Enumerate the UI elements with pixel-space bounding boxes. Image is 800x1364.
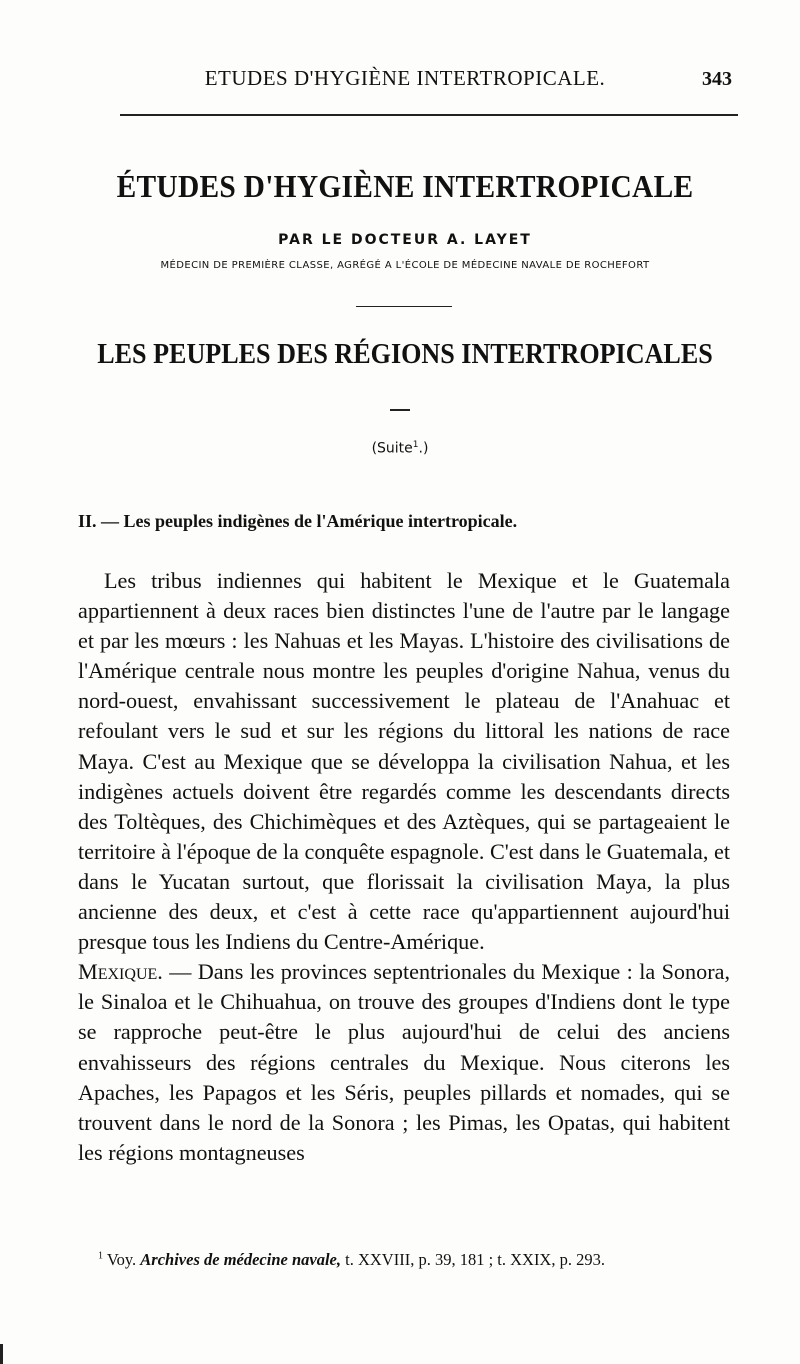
scan-edge-mark: [0, 1344, 3, 1364]
paragraph-2-text: — Dans les provinces septentrionales du Mexique : la Sonora, le Sinaloa et le Chihuahua, on trouve des groupes d'Indiens dont le type se rapproche peut-être le plus aujourd'hui de celui des anciens envahisseurs des régions centrales du Mexique. Nous citerons les Apaches, les Papagos et les Séris, peuples pillards et nomades, qui se trouvent dans le nord de la Sonora ; les Pimas, les Opatas, qui habitent les régions montagneuses: [78, 959, 730, 1165]
footnote-reference: t. XXVIII, p. 39, 181 ; t. XXIX, p. 293.: [341, 1250, 605, 1269]
article-title: ÉTUDES D'HYGIÈNE INTERTROPICALE: [116, 168, 694, 204]
paragraph-1: Les tribus indiennes qui habitent le Mexique et le Guatemala appartiennent à deux races bien distinctes l'une de l'autre par le langage et par les mœurs : les Nahuas et les Mayas. L'histoire des civilisations de l'Amérique centrale nous montre les peuples d'origine Nahua, venus du nord-ouest, envahissant successivement le plateau de l'Anahuac et refoulant vers le sud et sur les régions du littoral les nations de race Maya. C'est au Mexique que se développa la civilisation Nahua, et les indigènes actuels doivent être regardés comme les descendants directs des Toltèques, des Chichimèques et des Aztèques, qui se partageaient le territoire à l'époque de la conquête espagnole. C'est dans le Guatemala, et dans le Yucatan surtout, que florissait la civilisation Maya, la plus ancienne des deux, et c'est à cette race qu'appartiennent aujourd'hui presque tous les Indiens du Centre-Amérique.: [78, 568, 730, 955]
running-title: ETUDES D'HYGIÈNE INTERTROPICALE.: [204, 66, 606, 90]
body-text: [78, 566, 730, 1168]
section-dash: [390, 409, 410, 411]
subsection-heading: II. — Les peuples indigènes de l'Amérique intertropicale.: [78, 511, 518, 531]
header-rule: [120, 114, 738, 116]
author-affiliation: MÉDECIN DE PREMIÈRE CLASSE, AGRÉGÉ A L'ÉCOLE DE MÉDECINE NAVALE DE ROCHEFORT: [160, 260, 650, 271]
suite-close: .): [418, 440, 429, 457]
footnote-journal: Archives de médecine navale,: [140, 1250, 341, 1269]
footnote: [98, 1250, 748, 1270]
footnote-marker: 1: [98, 1250, 103, 1262]
title-divider: [356, 306, 452, 307]
running-head: [70, 62, 740, 94]
footnote-prefix: Voy.: [103, 1250, 141, 1269]
paragraph-2-label: Mexique.: [78, 959, 163, 985]
continuation-note: [300, 440, 500, 457]
suite-footnote-marker: 1: [412, 440, 419, 450]
suite-label: (Suite: [371, 440, 413, 457]
page-number: 343: [702, 68, 732, 90]
paragraph-2: [78, 957, 730, 1168]
author-line: PAR LE DOCTEUR A. LAYET: [278, 232, 532, 248]
section-title: LES PEUPLES DES RÉGIONS INTERTROPICALES: [97, 338, 713, 370]
